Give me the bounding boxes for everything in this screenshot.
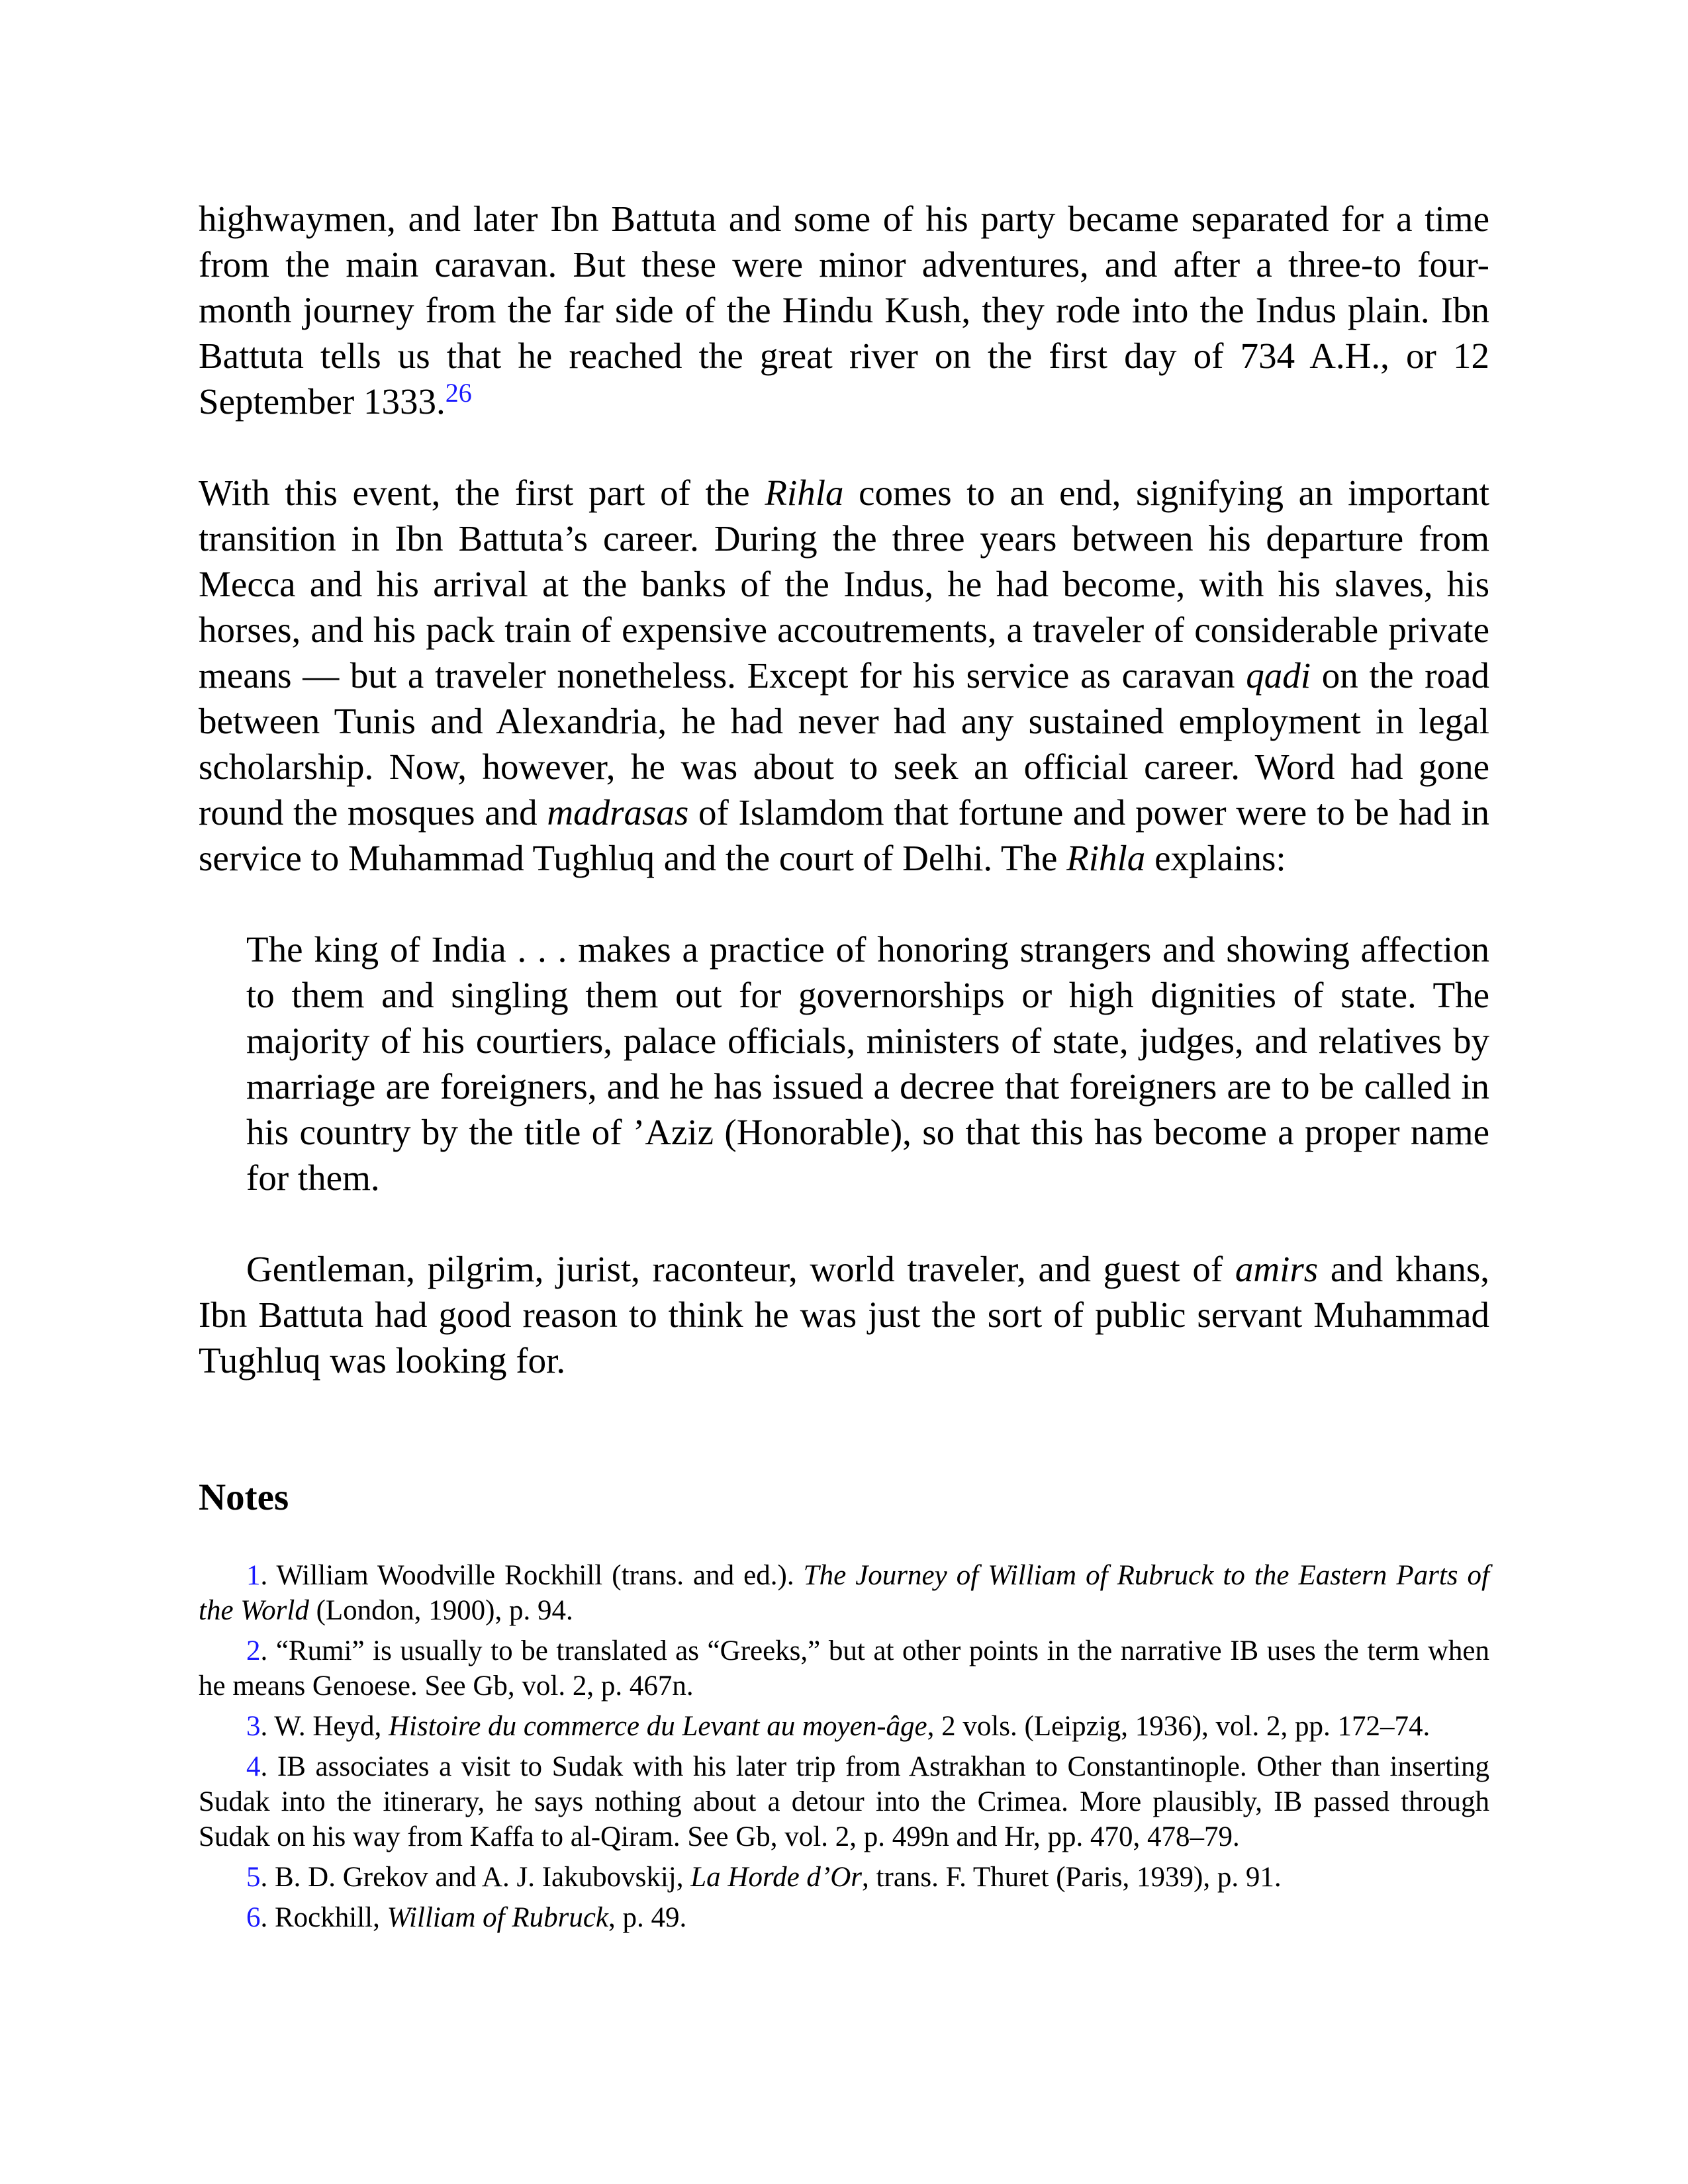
note-2-text: . “Rumi” is usually to be translated as “Greeks,” but at other points in the narrative IB uses the term when he means Genoese. See Gb, vol. 2, p. 467n. bbox=[199, 1635, 1489, 1702]
rihla-italic: Rihla bbox=[765, 473, 844, 513]
paragraph-2-text: on the road between Tunis and Alexandria, he had never had any sustained employment in legal scholarship. Now, however, he was about to seek an official career. Word had gone round the mosques and bbox=[199, 655, 1489, 833]
note-4 bbox=[199, 1749, 1489, 1854]
paragraph-2-text: of Islamdom that fortune and power were to be had in service to Muhammad Tughluq and the court of Delhi. The bbox=[199, 792, 1489, 878]
rihla-italic: Rihla bbox=[1066, 838, 1146, 878]
paragraph-2-text: explains: bbox=[1145, 838, 1286, 878]
note-3-text: , 2 vols. (Leipzig, 1936), vol. 2, pp. 172–74. bbox=[927, 1711, 1430, 1742]
paragraph-1 bbox=[199, 196, 1489, 424]
note-5-title: La Horde d’Or bbox=[690, 1862, 863, 1893]
note-1-text: (London, 1900), p. 94. bbox=[308, 1595, 573, 1626]
notes-heading: Notes bbox=[199, 1477, 289, 1518]
note-6-link[interactable]: 6 bbox=[246, 1902, 261, 1933]
paragraph-1-text: highwaymen, and later Ibn Battuta and some of his party became separated for a time from the main caravan. But these were minor adventures, and after a three-to four-month journey from the far side of the Hindu Kush, they rode into the Indus plain. Ibn Battuta tells us that he reached the great river on the first day of 734 A.H., or 12 September 1333. bbox=[199, 199, 1489, 422]
note-4-text: . IB associates a visit to Sudak with his later trip from Astrakhan to Constantinople. Other than inserting Sudak into the itinerary, he says nothing about a detour into the Crimea. More plausibly, IB passed through Sudak on his way from Kaffa to al-Qiram. See Gb, vol. 2, p. 499n and Hr, pp. 470, 478–79. bbox=[199, 1751, 1489, 1852]
paragraph-2-text: With this event, the first part of the bbox=[199, 473, 765, 513]
note-6-title: William of Rubruck bbox=[387, 1902, 609, 1933]
paragraph-3 bbox=[199, 1246, 1489, 1383]
note-1-title: The Journey of William of Rubruck to the Eastern Parts of the World bbox=[199, 1560, 1490, 1626]
note-5-text: , trans. F. Thuret (Paris, 1939), p. 91. bbox=[862, 1862, 1282, 1893]
block-quote: The king of India . . . makes a practice of honoring strangers and showing affection to them and singling them out for governorships or high dignities of state. The majority of his courtiers, palace officials, ministers of state, judges, and relatives by marriage are foreigners, and he has issued a decree that foreigners are to be called in his country by the title of ’Aziz (Honorable), so that this has become a proper name for them. bbox=[246, 929, 1489, 1198]
note-6 bbox=[199, 1900, 1489, 1935]
document-page bbox=[199, 196, 1489, 1935]
madrasas-italic: madrasas bbox=[547, 792, 689, 833]
note-1 bbox=[199, 1558, 1489, 1628]
notes-list bbox=[199, 1558, 1489, 1935]
note-2-link[interactable]: 2 bbox=[246, 1635, 261, 1666]
paragraph-2 bbox=[199, 470, 1489, 881]
note-3 bbox=[199, 1709, 1489, 1744]
note-6-text: . Rockhill, bbox=[260, 1902, 387, 1933]
paragraph-3-text: Gentleman, pilgrim, jurist, raconteur, world traveler, and guest of bbox=[246, 1249, 1235, 1289]
note-6-text: , p. 49. bbox=[608, 1902, 687, 1933]
note-5-link[interactable]: 5 bbox=[246, 1862, 261, 1893]
note-3-text: . W. Heyd, bbox=[260, 1711, 389, 1742]
paragraph-2-text: comes to an end, signifying an important transition in Ibn Battuta’s career. During the three years between his departure from Mecca and his arrival at the banks of the Indus, he had become, with his slaves, his horses, and his pack train of expensive accoutrements, a traveler of considerable private means — but a traveler nonetheless. Except for his service as caravan bbox=[199, 473, 1489, 696]
paragraph-3-text: and khans, Ibn Battuta had good reason to think he was just the sort of public servant Muhammad Tughluq was looking for. bbox=[199, 1249, 1489, 1381]
note-5 bbox=[199, 1860, 1489, 1895]
footnote-ref-26[interactable]: 26 bbox=[445, 378, 472, 408]
note-4-link[interactable]: 4 bbox=[246, 1751, 261, 1782]
qadi-italic: qadi bbox=[1246, 655, 1311, 696]
amirs-italic: amirs bbox=[1235, 1249, 1319, 1289]
note-5-text: . B. D. Grekov and A. J. Iakubovskij, bbox=[260, 1862, 691, 1893]
note-1-link[interactable]: 1 bbox=[246, 1560, 261, 1591]
note-3-title: Histoire du commerce du Levant au moyen-âge bbox=[389, 1711, 927, 1742]
note-1-text: . William Woodville Rockhill (trans. and ed.). bbox=[260, 1560, 804, 1591]
note-2 bbox=[199, 1633, 1489, 1704]
note-3-link[interactable]: 3 bbox=[246, 1711, 261, 1742]
